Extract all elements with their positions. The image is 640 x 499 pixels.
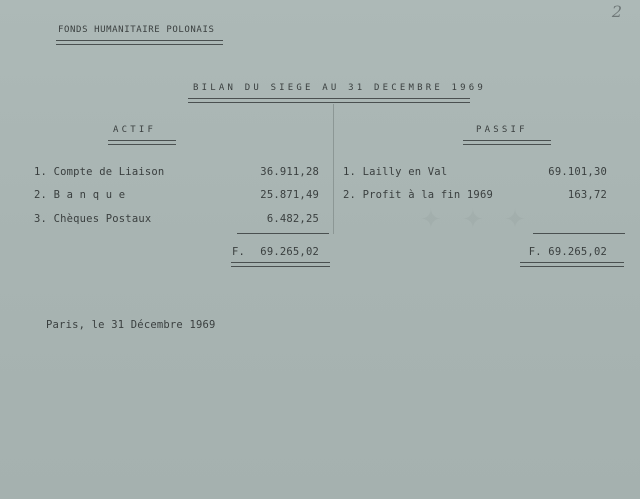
passif-item-amount: 163,72 <box>567 189 607 201</box>
passif-item-label: 2. Profit à la fin 1969 <box>343 189 493 201</box>
organization-name: FONDS HUMANITAIRE POLONAIS <box>58 25 215 35</box>
actif-total-underline <box>231 262 330 267</box>
actif-total-amount: 69.265,02 <box>260 246 319 258</box>
passif-item-amount: 69.101,30 <box>548 166 607 178</box>
passif-sum-rule <box>533 233 625 234</box>
actif-item-label: 2. B a n q u e <box>34 189 126 201</box>
bleed-through-watermark: ✦ ✦ ✦ <box>420 205 532 235</box>
actif-sum-rule <box>237 233 329 234</box>
actif-item-label: 3. Chèques Postaux <box>34 213 152 225</box>
actif-total-prefix: F. <box>232 246 246 258</box>
actif-item-label: 1. Compte de Liaison <box>34 166 165 178</box>
passif-total-amount: F. 69.265,02 <box>528 246 607 258</box>
actif-item-amount: 25.871,49 <box>260 189 319 201</box>
passif-total-underline <box>520 262 624 267</box>
actif-item-amount: 6.482,25 <box>266 213 319 225</box>
actif-heading: ACTIF <box>113 125 157 135</box>
actif-item-amount: 36.911,28 <box>260 166 319 178</box>
organization-underline <box>56 40 223 45</box>
title-underline <box>188 98 470 103</box>
passif-heading-underline <box>463 140 551 145</box>
passif-heading: PASSIF <box>476 125 528 135</box>
place-and-date: Paris, le 31 Décembre 1969 <box>46 319 216 331</box>
column-divider <box>333 104 334 234</box>
actif-heading-underline <box>108 140 176 145</box>
document-title: BILAN DU SIEGE AU 31 DECEMBRE 1969 <box>193 83 487 93</box>
page-number: 2 <box>611 2 622 21</box>
passif-item-label: 1. Lailly en Val <box>343 166 448 178</box>
